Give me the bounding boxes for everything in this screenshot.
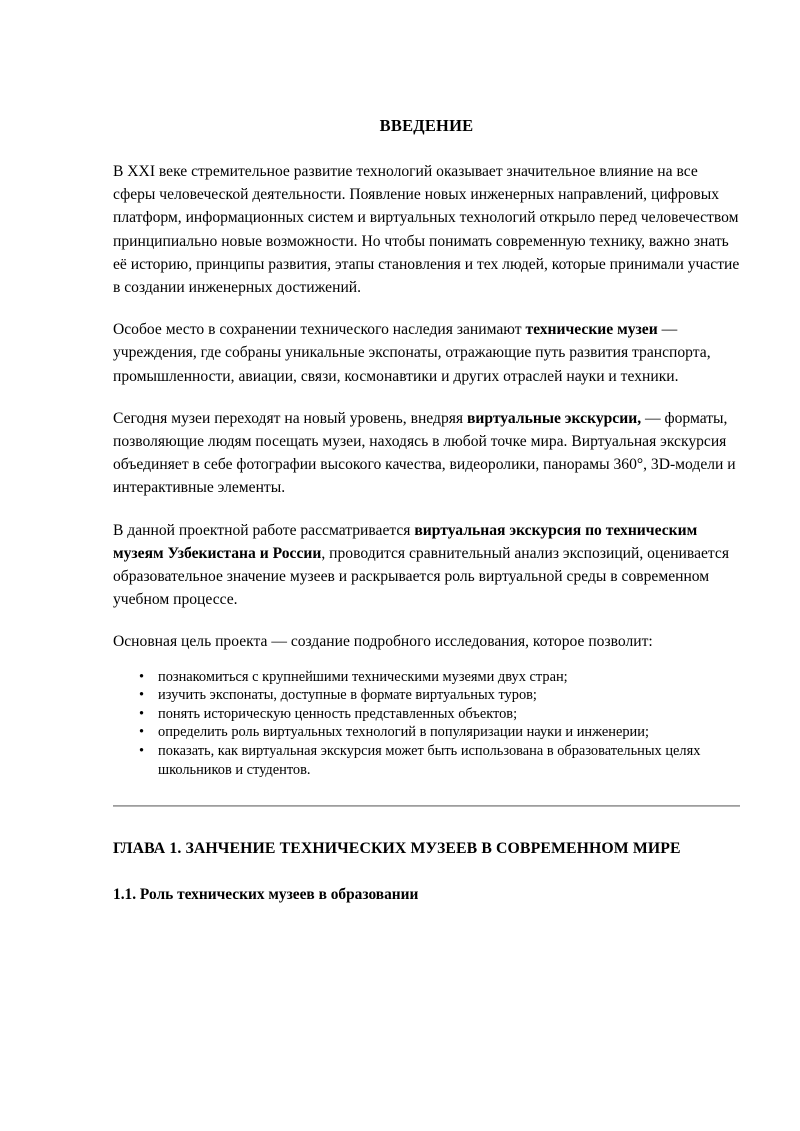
body-text: , проводится сравнительный анализ экспозиций, оценивается образовательное значение музеев и раскрывается роль виртуальной среды в современном учебном процессе. [113, 544, 730, 609]
list-item [113, 686, 740, 705]
paragraph-intro-century [113, 137, 740, 299]
list-item-label: изучить экспонаты, доступные в формате виртуальных туров; [158, 687, 537, 704]
list-item [113, 668, 740, 687]
emphasis-text: виртуальная экскурсия по техническим музеям Узбекистана и России [113, 521, 698, 562]
paragraph-main-goal [113, 611, 740, 653]
list-item-label: определить роль виртуальных технологий в популяризации науки и инженерии; [158, 724, 649, 741]
body-text: В XXI веке стремительное развитие технологий оказывает значительное влияние на все сферы человеческой деятельности. Появление новых инженерных направлений, цифровых платформ, информационных систем и виртуальных технологий открыло перед человечеством принципиально новые возможности. Но чтобы понимать современную технику, важно знать её историю, принципы развития, этапы становления и тех людей, которые принимали участие в создании инженерных достижений. [113, 163, 740, 297]
body-text: — форматы, позволяющие людям посещать музеи, находясь в любой точке мира. Виртуальная экскурсия объединяет в себе фотографии высокого качества, видеоролики, панорамы 360°, 3D-модели и интерактивные элементы. [113, 409, 736, 497]
emphasis-text: технические музеи [525, 321, 658, 339]
list-item-label: показать, как виртуальная экскурсия может быть использована в образовательных целях школьников и студентов. [158, 743, 701, 778]
list-item-label: познакомиться с крупнейшими техническими музеями двух стран; [158, 668, 568, 685]
list-item [113, 705, 740, 724]
goal-list [113, 654, 740, 780]
paragraph-technical-museums [113, 299, 740, 388]
body-text: Основная цель проекта — создание подробного исследования, которое позволит: [113, 633, 653, 651]
paragraph-project-scope [113, 500, 740, 612]
bullet-icon: • [139, 687, 145, 704]
emphasis-text: виртуальные экскурсии, [466, 409, 642, 427]
body-text: — учреждения, где собраны уникальные экспонаты, отражающие путь развития транспорта, промышленности, авиации, связи, космонавтики и других отраслей науки и техники. [113, 321, 711, 385]
bullet-icon: • [139, 668, 145, 685]
bullet-icon: • [139, 724, 145, 741]
bullet-icon: • [139, 743, 145, 760]
list-item [113, 742, 740, 779]
chapter-heading: ГЛАВА 1. ЗАНЧЕНИЕ ТЕХНИЧЕСКИХ МУЗЕЕВ В СОВРЕМЕННОМ МИРЕ [113, 840, 681, 858]
bullet-icon: • [139, 705, 145, 722]
body-text: В данной проектной работе рассматривается [113, 521, 415, 539]
body-text: Сегодня музеи переходят на новый уровень, внедряя [113, 409, 467, 427]
paragraph-virtual-excursions [113, 388, 740, 500]
section-heading: 1.1. Роль технических музеев в образовании [113, 886, 419, 904]
list-item-label: понять историческую ценность представленных объектов; [158, 705, 518, 722]
document-page [113, 0, 740, 1131]
page-title: ВВЕДЕНИЕ [379, 116, 474, 135]
list-item [113, 723, 740, 742]
body-text: Особое место в сохранении технического наследия занимают [113, 321, 526, 339]
